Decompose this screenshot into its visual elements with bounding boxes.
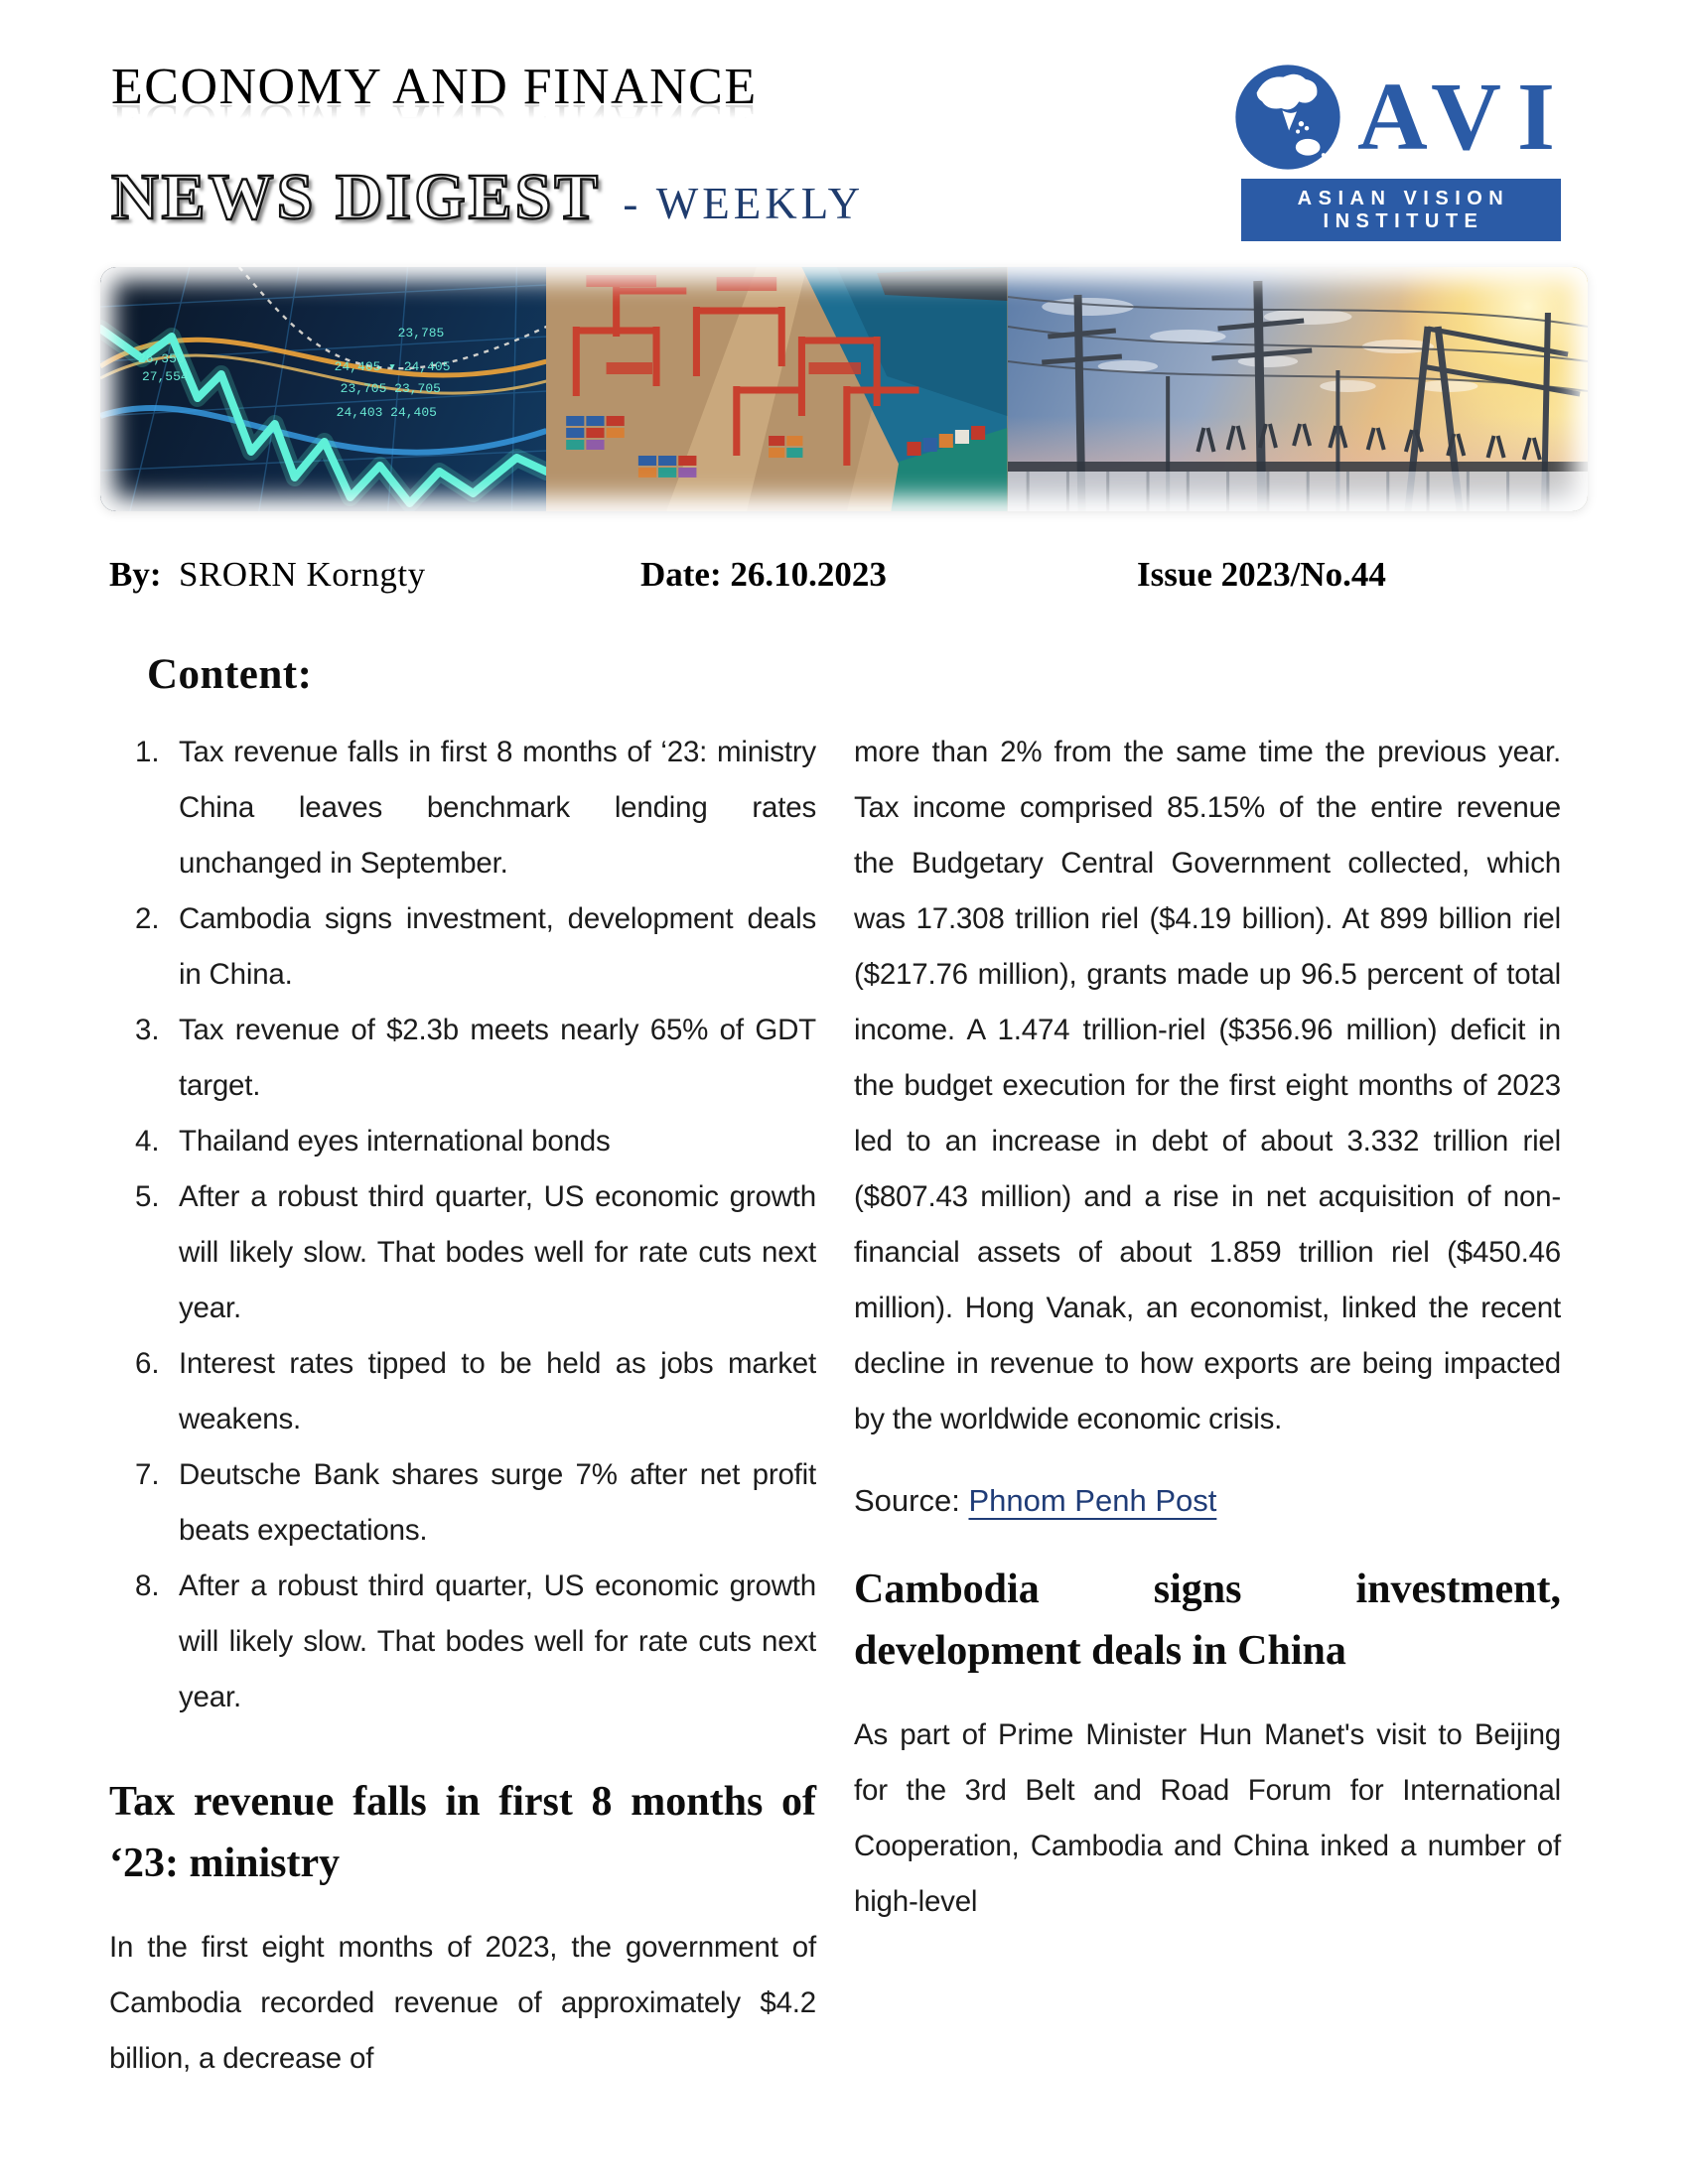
body-columns xyxy=(0,725,1688,2087)
article-paragraph: As part of Prime Minister Hun Manet's visit to Beijing for the 3rd Belt and Road Forum for International Cooperation, Cambodia and China inked a number of high-level xyxy=(854,1718,1561,1918)
source-line xyxy=(854,1483,1561,1519)
author-name: SRORN Korngty xyxy=(179,555,426,594)
date-label: Date: xyxy=(640,555,722,594)
ticker-value: 24,405 ▾ 24,405 xyxy=(334,358,451,375)
toc-item: 2. Cambodia signs investment, development deals in China. xyxy=(135,902,816,991)
stock-market-photo xyxy=(100,267,546,511)
byline-row xyxy=(0,555,1688,595)
avi-logo-top xyxy=(1232,62,1571,173)
power-grid-graphic xyxy=(1008,267,1588,511)
toc-item: 5. After a robust third quarter, US economic growth will likely slow. That bodes well for rate cuts next year. xyxy=(135,1180,816,1324)
avi-logo xyxy=(1232,62,1571,241)
ticker-value: 23,705 23,705 xyxy=(340,380,441,397)
toc-item: 7. Deutsche Bank shares surge 7% after net profit beats expectations. xyxy=(135,1458,816,1547)
stock-chart-graphic xyxy=(100,267,546,511)
ticker-value: 23,785 xyxy=(397,325,445,341)
byline-author xyxy=(109,555,640,595)
ticker-value: 27,554 xyxy=(141,368,189,385)
port-graphic xyxy=(546,267,1007,511)
subtitle-row xyxy=(111,160,864,235)
avi-acronym: AVI xyxy=(1356,64,1571,171)
toc-item: 8. After a robust third quarter, US economic growth will likely slow. That bodes well for rate cuts next year. xyxy=(135,1570,816,1713)
right-column xyxy=(854,725,1561,2087)
by-label: By: xyxy=(109,555,162,594)
table-of-contents xyxy=(109,725,816,1725)
byline-date xyxy=(640,555,1137,595)
page-title: ECONOMY AND FINANCE xyxy=(111,59,758,115)
article-paragraph-continued: more than 2% from the same time the previous year. Tax income comprised 85.15% of the entire revenue the Budgetary Central Government collected, which was 17.308 trillion riel ($4.19 billion). At 899 billion riel ($217.76 million), grants made up 96.5 percent of total income. A 1.474 trillion-riel ($356.96 million) deficit in the budget execution for the first eight months of 2023 led to an increase in debt of about 3.332 trillion riel ($807.43 million) and a rise in net acquisition of non-financial assets of about 1.859 trillion riel ($450.46 million). Hong Vanak, an economist, linked the recent decline in revenue to how exports are being impacted by the worldwide economic crisis. xyxy=(854,736,1561,1435)
source-label: Source: xyxy=(854,1483,960,1518)
article-title-tax-revenue: Tax revenue falls in first 8 months of ‘23: ministry xyxy=(109,1779,816,1886)
power-lines-photo xyxy=(1008,267,1588,511)
content-heading: Content: xyxy=(147,651,313,698)
toc-item: 4. Thailand eyes international bonds xyxy=(135,1125,611,1158)
toc-item: 6. Interest rates tipped to be held as jobs market weakens. xyxy=(135,1347,816,1435)
ticker-value: 26,353 xyxy=(137,350,185,367)
newsletter-title: NEWS DIGEST xyxy=(111,161,602,233)
banner-collage xyxy=(100,267,1588,511)
globe-icon xyxy=(1232,62,1343,173)
date-value: 26.10.2023 xyxy=(730,555,887,594)
toc-item: 3. Tax revenue of $2.3b meets nearly 65% of GDT target. xyxy=(135,1014,816,1102)
article-paragraph: In the first eight months of 2023, the government of Cambodia recorded revenue of approximately $4.2 billion, a decrease of xyxy=(109,1931,816,2075)
ticker-value: 24,403 24,405 xyxy=(336,404,437,421)
source-link-phnom-penh-post[interactable]: Phnom Penh Post xyxy=(968,1483,1217,1518)
newsletter-frequency: - WEEKLY xyxy=(623,179,865,228)
shipping-port-photo xyxy=(546,267,1007,511)
toc-item: 1. Tax revenue falls in first 8 months of ‘23: ministry China leaves benchmark lending rates unchanged in September. xyxy=(135,736,816,880)
masthead xyxy=(0,0,1688,241)
byline-issue: Issue 2023/No.44 xyxy=(1137,555,1386,594)
article-title-cambodia-china: Cambodia signs investment, development deals in China xyxy=(854,1567,1561,1674)
left-column xyxy=(109,725,816,2087)
avi-name-bar: ASIAN VISION INSTITUTE xyxy=(1241,179,1561,241)
masthead-titles xyxy=(111,58,864,235)
